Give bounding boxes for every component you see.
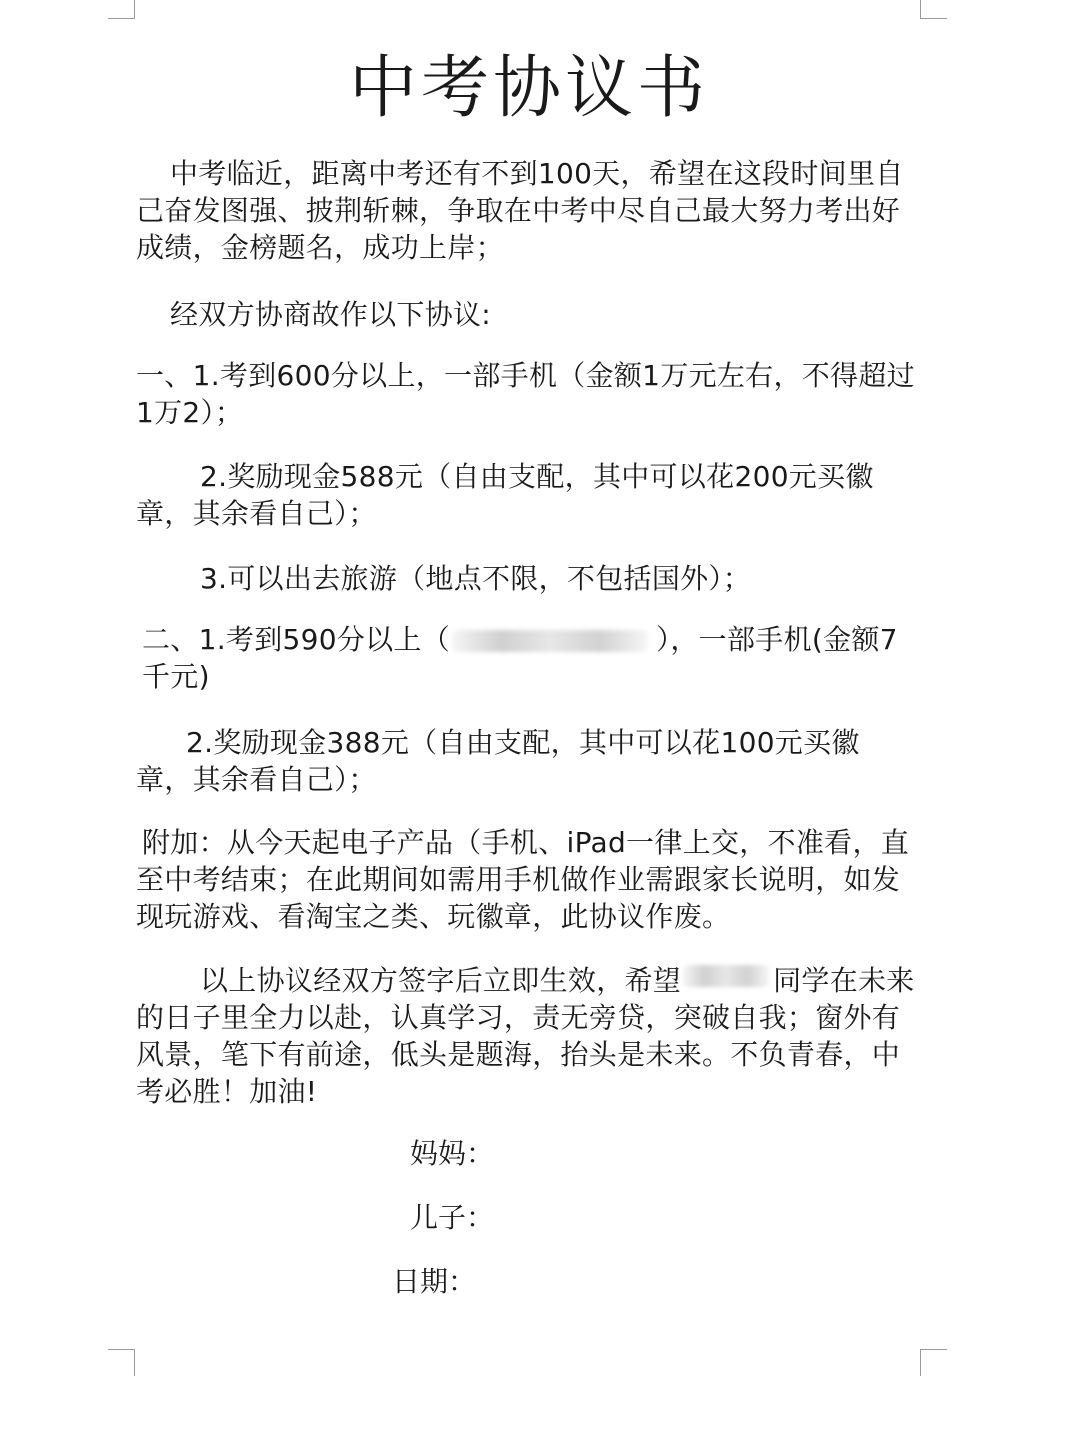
closing-text-after: 同学在未来的日子里全力以赴，认真学习，责无旁贷，突破自我；窗外有风景，笔下有前途，低头是题海，抬头是未来。不负青春，中考必胜！加油!	[136, 964, 915, 1108]
tier-one-item-1: 一、1.考到600分以上，一部手机（金额1万元左右，不得超过1万2）；	[136, 359, 915, 429]
addendum-paragraph: 附加：从今天起电子产品（手机、iPad一律上交，不准看，直至中考结束；在此期间如需用手机做作业需跟家长说明，如发现玩游戏、看淘宝之类、玩徽章，此协议作废。	[136, 826, 910, 933]
crop-mark-bottom-right	[920, 1349, 947, 1376]
document-title: 中考协议书	[348, 49, 709, 128]
crop-mark-bottom-left	[108, 1349, 135, 1376]
signature-son: 儿子：	[410, 1201, 495, 1234]
redacted-blur	[452, 630, 648, 652]
closing-text-before: 以上协议经双方签字后立即生效，希望	[200, 964, 682, 997]
redacted-name-blur	[683, 965, 769, 987]
intro-paragraph: 中考临近，距离中考还有不到100天，希望在这段时间里自己奋发图强、披荆斩棘，争取在中考中尽自己最大努力考出好成绩，金榜题名，成功上岸；	[136, 157, 904, 264]
tier-two-item-1	[136, 621, 922, 695]
closing-paragraph	[136, 962, 916, 1110]
tier-two-item-2: 2.奖励现金388元（自由支配，其中可以花100元买徽章，其余看自己）；	[136, 726, 860, 796]
crop-mark-top-left	[108, 0, 135, 19]
tier-two-item-1-text-after: ），一部手机(金额7千元)	[142, 623, 898, 693]
tier-two-item-1-text-before: 二、1.考到590分以上（	[142, 623, 451, 656]
crop-mark-top-right	[920, 0, 947, 19]
agreement-lead: 经双方协商故作以下协议:	[170, 298, 492, 331]
tier-one-item-2: 2.奖励现金588元（自由支配，其中可以花200元买徽章，其余看自己）；	[136, 460, 874, 530]
signature-date: 日期：	[392, 1265, 477, 1298]
signature-mother: 妈妈：	[410, 1137, 495, 1170]
tier-one-item-3: 3.可以出去旅游（地点不限，不包括国外）；	[200, 562, 752, 595]
